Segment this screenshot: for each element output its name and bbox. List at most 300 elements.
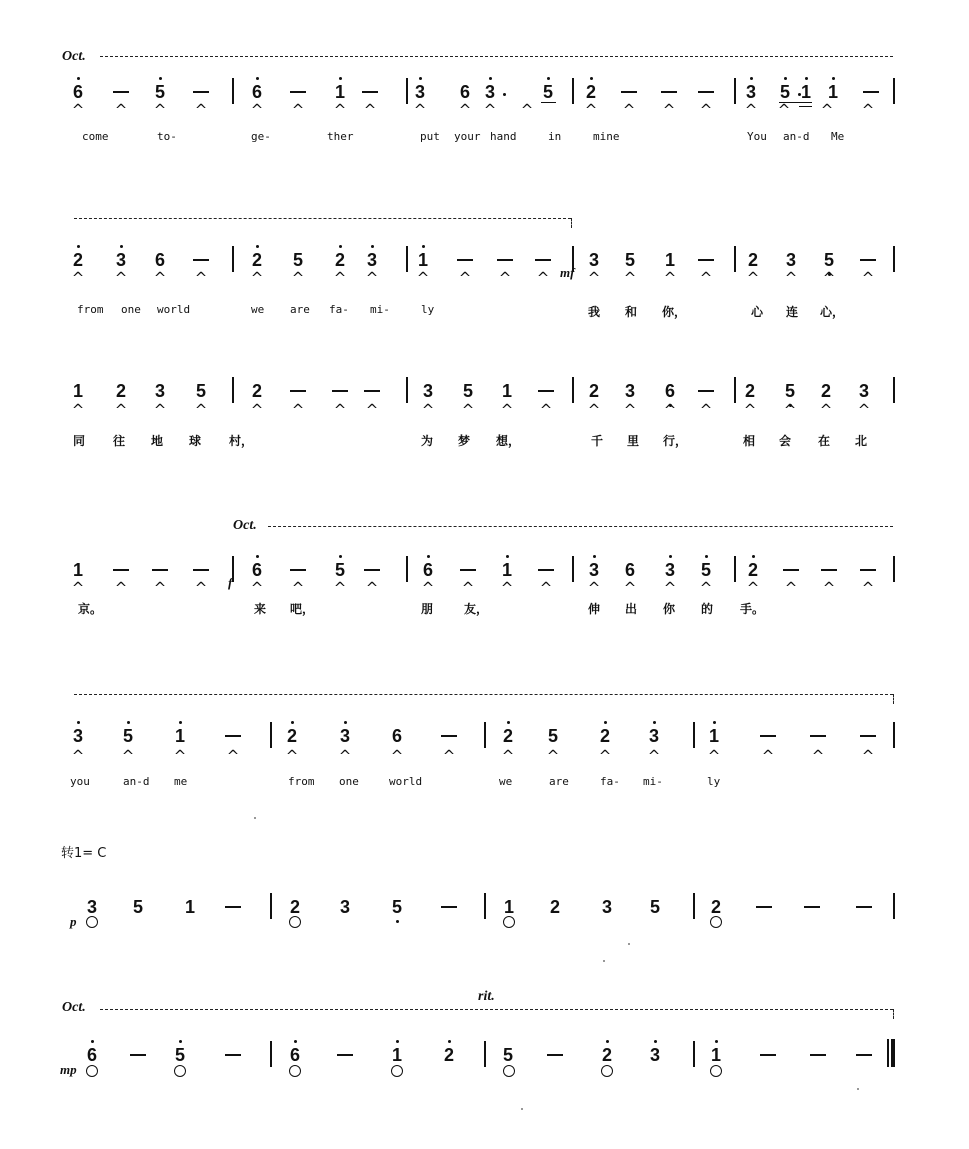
system-6-dynamic-p: p [70,914,77,929]
system-3-lyric-8: 想， [496,434,521,448]
system-3-m4-n4-dash [698,390,714,392]
system-3-m1-n1-note: 1 [72,381,83,401]
system-1-m2-n4-dash [362,91,378,93]
system-1-beam-1 [541,102,556,103]
system-7-circle-7 [710,1065,722,1077]
system-7-m3-n3-octave-up-dot [606,1040,609,1043]
system-4-m4-n3-note: 3 [659,560,681,580]
system-2-m1-n2-note: 3 [110,250,132,270]
system-1-accent-16: ^ [699,101,713,119]
system-4-m4-n4-note: 5 [695,560,717,580]
system-1-accent-20: ^ [861,101,875,119]
system-7-circle-4 [391,1065,403,1077]
system-4-m4-n3-octave-up-dot [669,555,672,558]
system-7-m2-n4-octave-up-dot [448,1040,451,1043]
system-1-m2-n2-dash [290,91,306,93]
key-change-label: 转1= C [61,846,107,861]
system-7-m4-n4-dash [856,1054,872,1056]
system-2-lyric-3: world [157,303,191,316]
system-3-barline-3 [572,377,574,403]
system-2-m4-n3-note: 1 [664,250,675,270]
system-2-accent-5: ^ [250,269,264,287]
system-4-m1-n4-dash [193,569,209,571]
system-3-barline-1 [232,377,234,403]
system-6-circle-4 [710,916,722,928]
system-7-octave-line [100,1009,893,1010]
system-1-m5-n2-octave-up-dot [784,77,787,80]
system-5-octave-end [893,694,894,704]
system-4-m3-n2-dash [460,569,476,571]
system-3-accent-17: ^ [743,401,757,419]
system-3-accent-1: ^ [71,401,85,419]
ritardando-marking: rit. [478,989,495,1004]
system-2-m1-n2-octave-up-dot [120,245,123,248]
system-4-m3-n4-dash [538,569,554,571]
system-5-m4-n1-note: 1 [703,726,725,746]
system-1-lyric-2: to- [157,130,177,143]
system-1-accent-10: ^ [458,101,472,119]
system-3-m4-n1-note: 2 [588,381,599,401]
scan-speck-3 [521,1108,523,1110]
system-1-m4-n3-dash [661,91,677,93]
system-3-accent-4: ^ [194,401,208,419]
system-5-accent-8: ^ [442,747,456,765]
system-1-barline-1 [232,78,234,104]
system-1-m3-n3-note: 3 [479,82,501,102]
system-3-m5-n2-note: 5 [779,381,801,401]
system-7-m3-n4-octave-up-dot [654,1040,657,1043]
system-3-lyric-1: 同 [73,434,86,448]
system-4-m5-n1-note: 2 [742,560,764,580]
system-1-accent-3: ^ [153,101,167,119]
system-4-m3-n1-note: 6 [417,560,439,580]
system-1-lyric-8: in [548,130,562,143]
system-1-m4-n2-dash [621,91,637,93]
system-3-m4-n2-note: 3 [624,381,635,401]
system-1-m1-n3-octave-up-dot [159,77,162,80]
system-5-m2-n1-note: 2 [281,726,303,746]
system-7-m2-n3-note: 1 [386,1045,408,1065]
system-2-m3-n2-dash [457,259,473,261]
system-4-accent-1: ^ [71,579,85,597]
system-6-m1-n4-dash [225,906,241,908]
system-5-lyric-5: one [339,775,359,788]
system-2-accent-20: ^ [861,269,875,287]
system-1-lyric-9: mine [593,130,620,143]
system-4-lyric-7: 出 [625,602,638,616]
system-1-accent-18: ^ [777,101,791,119]
system-6-m4-n3-dash [804,906,820,908]
system-3-m3-n2-note: 5 [462,381,473,401]
system-3-lyric-10: 里 [627,434,640,448]
system-1-m3-n3-augmentation-dot [503,93,506,96]
system-2-lyric-1: from [77,303,104,316]
system-1-barline-3 [572,78,574,104]
system-7-octave-end [893,1009,894,1019]
system-3-lyric-9: 千 [591,434,604,448]
system-4-lyric-5: 友， [464,602,489,616]
system-6-circle-1 [86,916,98,928]
system-4-m4-n1-note: 3 [583,560,605,580]
system-5-m1-n1-octave-up-dot [77,721,80,724]
system-7-m1-n2-dash [130,1054,146,1056]
scan-speck-4 [857,1088,859,1090]
system-1-m1-n2-dash [113,91,129,93]
system-2-barline-2 [406,246,408,272]
system-7-m4-n3-dash [810,1054,826,1056]
system-5-accent-6: ^ [338,747,352,765]
system-3-m2-n3-dash [332,390,348,392]
system-1-m1-n1-octave-up-dot [77,77,80,80]
system-2-accent-9: ^ [416,269,430,287]
system-5-accent-5: ^ [285,747,299,765]
system-1-accent-12: ^ [520,101,534,119]
system-5-accent-15: ^ [811,747,825,765]
system-4-lyric-2: 来 [254,602,267,616]
system-2-m4-n1-note: 3 [588,250,599,270]
system-4-m4-n1-octave-up-dot [593,555,596,558]
system-3-accent-5: ^ [250,401,264,419]
system-2-accent-10: ^ [458,269,472,287]
system-4-lyric-4: 朋 [421,602,434,616]
system-2-m1-n1-octave-up-dot [77,245,80,248]
system-5-m4-n1-octave-up-dot [713,721,716,724]
system-3-barline-4 [734,377,736,403]
system-4-m2-n3-octave-up-dot [339,555,342,558]
system-4-accent-17: ^ [746,579,760,597]
system-3-accent-7: ^ [333,401,347,419]
system-2-accent-18: ^ [784,269,798,287]
system-1-lyric-7: hand [490,130,517,143]
system-2-lyric-6: fa- [329,303,349,316]
system-1-accent-19: ^ [820,101,834,119]
system-3-accent-18: ^ [783,401,797,419]
system-1-m5-n5-dash [863,91,879,93]
system-4-m5-n3-dash [821,569,837,571]
system-5-barline-3 [693,722,695,748]
system-5-m3-n1-octave-up-dot [507,721,510,724]
system-3-accent-13: ^ [587,401,601,419]
system-3-lyric-14: 在 [818,434,831,448]
system-5-accent-4: ^ [226,747,240,765]
system-4-m4-n2-note: 6 [624,560,635,580]
system-4-m1-n2-dash [113,569,129,571]
system-4-accent-8: ^ [365,579,379,597]
system-4-accent-7: ^ [333,579,347,597]
system-2-accent-12: ^ [536,269,550,287]
system-5-barline-2 [484,722,486,748]
system-5-m2-n2-octave-up-dot [344,721,347,724]
system-5-m2-n1-octave-up-dot [291,721,294,724]
system-1-m5-n3-octave-up-dot [805,77,808,80]
system-6-circle-3 [503,916,515,928]
system-1-m1-n4-dash [193,91,209,93]
system-7-m1-n1-octave-up-dot [91,1040,94,1043]
system-2-accent-8: ^ [365,269,379,287]
system-3-m4-n3-note: 6 [659,381,681,401]
system-2-accent-19: ^ [822,269,836,287]
system-5-m3-n4-note: 3 [643,726,665,746]
system-3-accent-19: ^ [819,401,833,419]
system-4-accent-4: ^ [194,579,208,597]
system-1-lyric-12: Me [831,130,845,143]
system-5-lyric-9: fa- [600,775,620,788]
system-2-accent-3: ^ [153,269,167,287]
system-4-m3-n3-note: 1 [496,560,518,580]
system-2-accent-16: ^ [699,269,713,287]
system-1-lyric-11: an-d [783,130,810,143]
system-1-m5-n4-note: 1 [822,82,844,102]
system-6-m2-n3-octave-down-dot [396,920,399,923]
system-7-final-barline-thin [887,1039,889,1067]
system-4-m2-n4-dash [364,569,380,571]
system-5-m3-n2-note: 5 [547,726,558,746]
system-2-m2-n2-note: 5 [292,250,303,270]
system-6-m1-n2-note: 5 [132,897,143,917]
system-7-final-barline-thick [891,1039,895,1067]
system-6-m2-n2-note: 3 [339,897,350,917]
system-7-m3-n1-note: 5 [502,1045,513,1065]
system-2-lyric-10: 和 [625,305,638,319]
system-5-barline-1 [270,722,272,748]
system-1-accent-2: ^ [114,101,128,119]
system-4-m5-n1-octave-up-dot [752,555,755,558]
system-4-m2-n3-note: 5 [329,560,351,580]
system-2-lyric-13: 连 [786,305,799,319]
system-6-m1-n3-note: 1 [184,897,195,917]
system-5-accent-11: ^ [598,747,612,765]
system-1-accent-1: ^ [71,101,85,119]
system-4-accent-5: ^ [250,579,264,597]
system-2-accent-1: ^ [71,269,85,287]
system-1-accent-11: ^ [483,101,497,119]
system-1-barline-2 [406,78,408,104]
system-7-m2-n1-note: 6 [284,1045,306,1065]
system-7-barline-1 [270,1041,272,1067]
system-2-accent-4: ^ [194,269,208,287]
system-6-m3-n2-note: 2 [549,897,560,917]
system-3-m1-n4-note: 5 [195,381,206,401]
system-3-accent-6: ^ [291,401,305,419]
system-7-m1-n1-note: 6 [81,1045,103,1065]
system-4-accent-20: ^ [861,579,875,597]
system-3-m2-n1-note: 2 [251,381,262,401]
system-6-m2-n1-note: 2 [289,897,300,917]
system-7-m1-n3-octave-up-dot [179,1040,182,1043]
system-6-end-barline [893,893,895,919]
system-1-m5-n4-octave-up-dot [832,77,835,80]
system-3-lyric-12: 相 [743,434,756,448]
system-2-m2-n4-note: 3 [361,250,383,270]
system-1-accent-13: ^ [584,101,598,119]
system-5-accent-13: ^ [707,747,721,765]
system-5-accent-10: ^ [546,747,560,765]
system-6-m2-n4-dash [441,906,457,908]
system-6-m3-n4-note: 5 [649,897,660,917]
system-3-m5-n1-note: 2 [744,381,755,401]
system-6-barline-3 [693,893,695,919]
system-2-m3-n1-note: 1 [412,250,434,270]
system-4-m3-n1-octave-up-dot [427,555,430,558]
system-7-m2-n2-dash [337,1054,353,1056]
system-3-accent-16: ^ [699,401,713,419]
system-7-barline-3 [693,1041,695,1067]
system-2-accent-2: ^ [114,269,128,287]
system-4-barline-2 [406,556,408,582]
system-5-m1-n2-note: 5 [117,726,139,746]
system-7-m3-n4-note: 3 [644,1045,666,1065]
system-4-lyric-9: 的 [701,602,714,616]
system-4-accent-6: ^ [291,579,305,597]
system-5-m3-n3-octave-up-dot [604,721,607,724]
system-7-m4-n1-note: 1 [705,1045,727,1065]
system-5-m3-n3-note: 2 [594,726,616,746]
system-7-m2-n3-octave-up-dot [396,1040,399,1043]
system-1-lyric-3: ge- [251,130,271,143]
system-1-lyric-1: come [82,130,109,143]
system-2-m3-n1-octave-up-dot [422,245,425,248]
system-6-m4-n2-dash [756,906,772,908]
system-5-m2-n4-dash [441,735,457,737]
system-5-lyric-4: from [288,775,315,788]
system-7-m4-n1-octave-up-dot [715,1040,718,1043]
system-3-lyric-15: 北 [855,434,868,448]
system-3-m3-n4-dash [538,390,554,392]
system-1-octave-line [100,56,893,57]
system-2-lyric-4: we [251,303,265,316]
system-1-lyric-10: You [747,130,767,143]
system-4-m1-n1-note: 1 [72,560,83,580]
system-4-accent-18: ^ [784,579,798,597]
system-7-m2-n1-octave-up-dot [294,1040,297,1043]
system-3-m5-n4-note: 3 [858,381,869,401]
system-2-accent-6: ^ [291,269,305,287]
system-2-m5-n2-note: 3 [785,250,796,270]
system-2-m1-n1-note: 2 [67,250,89,270]
system-4-accent-9: ^ [421,579,435,597]
system-4-m5-n4-dash [860,569,876,571]
system-1-m4-n4-dash [698,91,714,93]
system-2-accent-11: ^ [498,269,512,287]
system-1-barline-4 [734,78,736,104]
system-6-m4-n1-note: 2 [710,897,721,917]
system-3-lyric-11: 行， [663,434,688,448]
system-5-accent-12: ^ [647,747,661,765]
system-1-m4-n1-octave-up-dot [590,77,593,80]
system-1-m3-n1-note: 3 [409,82,431,102]
system-3-lyric-3: 地 [151,434,164,448]
system-7-m2-n4-note: 2 [438,1045,460,1065]
system-5-accent-2: ^ [121,747,135,765]
system-1-octave-label: Oct. [62,49,86,64]
system-4-m2-n1-note: 6 [246,560,268,580]
system-3-m3-n3-note: 1 [501,381,512,401]
system-4-lyric-3: 吧， [290,602,315,616]
system-4-accent-10: ^ [461,579,475,597]
system-3-accent-2: ^ [114,401,128,419]
system-5-accent-14: ^ [761,747,775,765]
system-3-m3-n1-note: 3 [422,381,433,401]
system-7-octave-label: Oct. [62,1000,86,1015]
system-1-m3-n4-note: 5 [537,82,559,102]
system-1-accent-8: ^ [363,101,377,119]
system-3-accent-14: ^ [623,401,637,419]
system-4-accent-13: ^ [587,579,601,597]
system-2-accent-17: ^ [746,269,760,287]
system-5-m2-n3-note: 6 [391,726,402,746]
system-7-m4-n2-dash [760,1054,776,1056]
system-2-m5-n3-note: 5 [818,250,840,270]
system-3-lyric-7: 梦 [458,434,471,448]
system-6-m1-n1-note: 3 [86,897,97,917]
system-5-lyric-1: you [70,775,90,788]
system-3-m2-n2-dash [290,390,306,392]
system-4-m1-n3-dash [152,569,168,571]
system-4-accent-16: ^ [699,579,713,597]
system-7-dynamic-mp: mp [60,1062,77,1077]
system-3-accent-10: ^ [461,401,475,419]
system-5-octave-line [74,694,893,695]
system-7-circle-5 [503,1065,515,1077]
system-4-octave-label: Oct. [233,518,257,533]
system-5-accent-9: ^ [501,747,515,765]
system-1-lyric-5: put [420,130,440,143]
system-1-lyric-4: ther [327,130,354,143]
system-2-m4-n4-dash [698,259,714,261]
system-1-accent-5: ^ [250,101,264,119]
system-2-m1-n3-note: 6 [154,250,165,270]
system-3-lyric-6: 为 [421,434,434,448]
system-5-m3-n4-octave-up-dot [653,721,656,724]
system-5-lyric-6: world [389,775,423,788]
system-5-m4-n3-dash [810,735,826,737]
system-1-m2-n1-note: 6 [246,82,268,102]
system-6-circle-2 [289,916,301,928]
system-5-lyric-2: an-d [123,775,150,788]
system-3-accent-12: ^ [539,401,553,419]
system-2-accent-7: ^ [333,269,347,287]
system-5-m1-n4-dash [225,735,241,737]
system-2-m3-n4-dash [535,259,551,261]
system-5-accent-7: ^ [390,747,404,765]
system-4-end-barline [893,556,895,582]
system-3-barline-2 [406,377,408,403]
system-2-m3-n3-dash [497,259,513,261]
system-2-lyric-11: 你， [662,305,687,319]
system-5-lyric-11: ly [707,775,721,788]
system-2-lyric-12: 心 [751,305,764,319]
system-1-m5-n3-note: 1 [795,82,817,102]
system-4-lyric-10: 手。 [740,602,765,616]
system-5-lyric-7: we [499,775,513,788]
system-2-lyric-2: one [121,303,141,316]
system-2-barline-1 [232,246,234,272]
system-2-lyric-14: 心， [820,305,845,319]
system-2-accent-13: ^ [587,269,601,287]
system-1-accent-15: ^ [662,101,676,119]
system-5-lyric-8: are [549,775,569,788]
system-7-barline-2 [484,1041,486,1067]
system-3-accent-20: ^ [857,401,871,419]
system-1-accent-7: ^ [333,101,347,119]
system-4-accent-19: ^ [822,579,836,597]
system-2-lyric-5: are [290,303,310,316]
system-5-m1-n2-octave-up-dot [127,721,130,724]
system-4-dynamic-f: f [228,575,233,590]
system-3-lyric-13: 会 [779,434,792,448]
system-3-m2-n4-dash [364,390,380,392]
system-2-m2-n1-octave-up-dot [256,245,259,248]
